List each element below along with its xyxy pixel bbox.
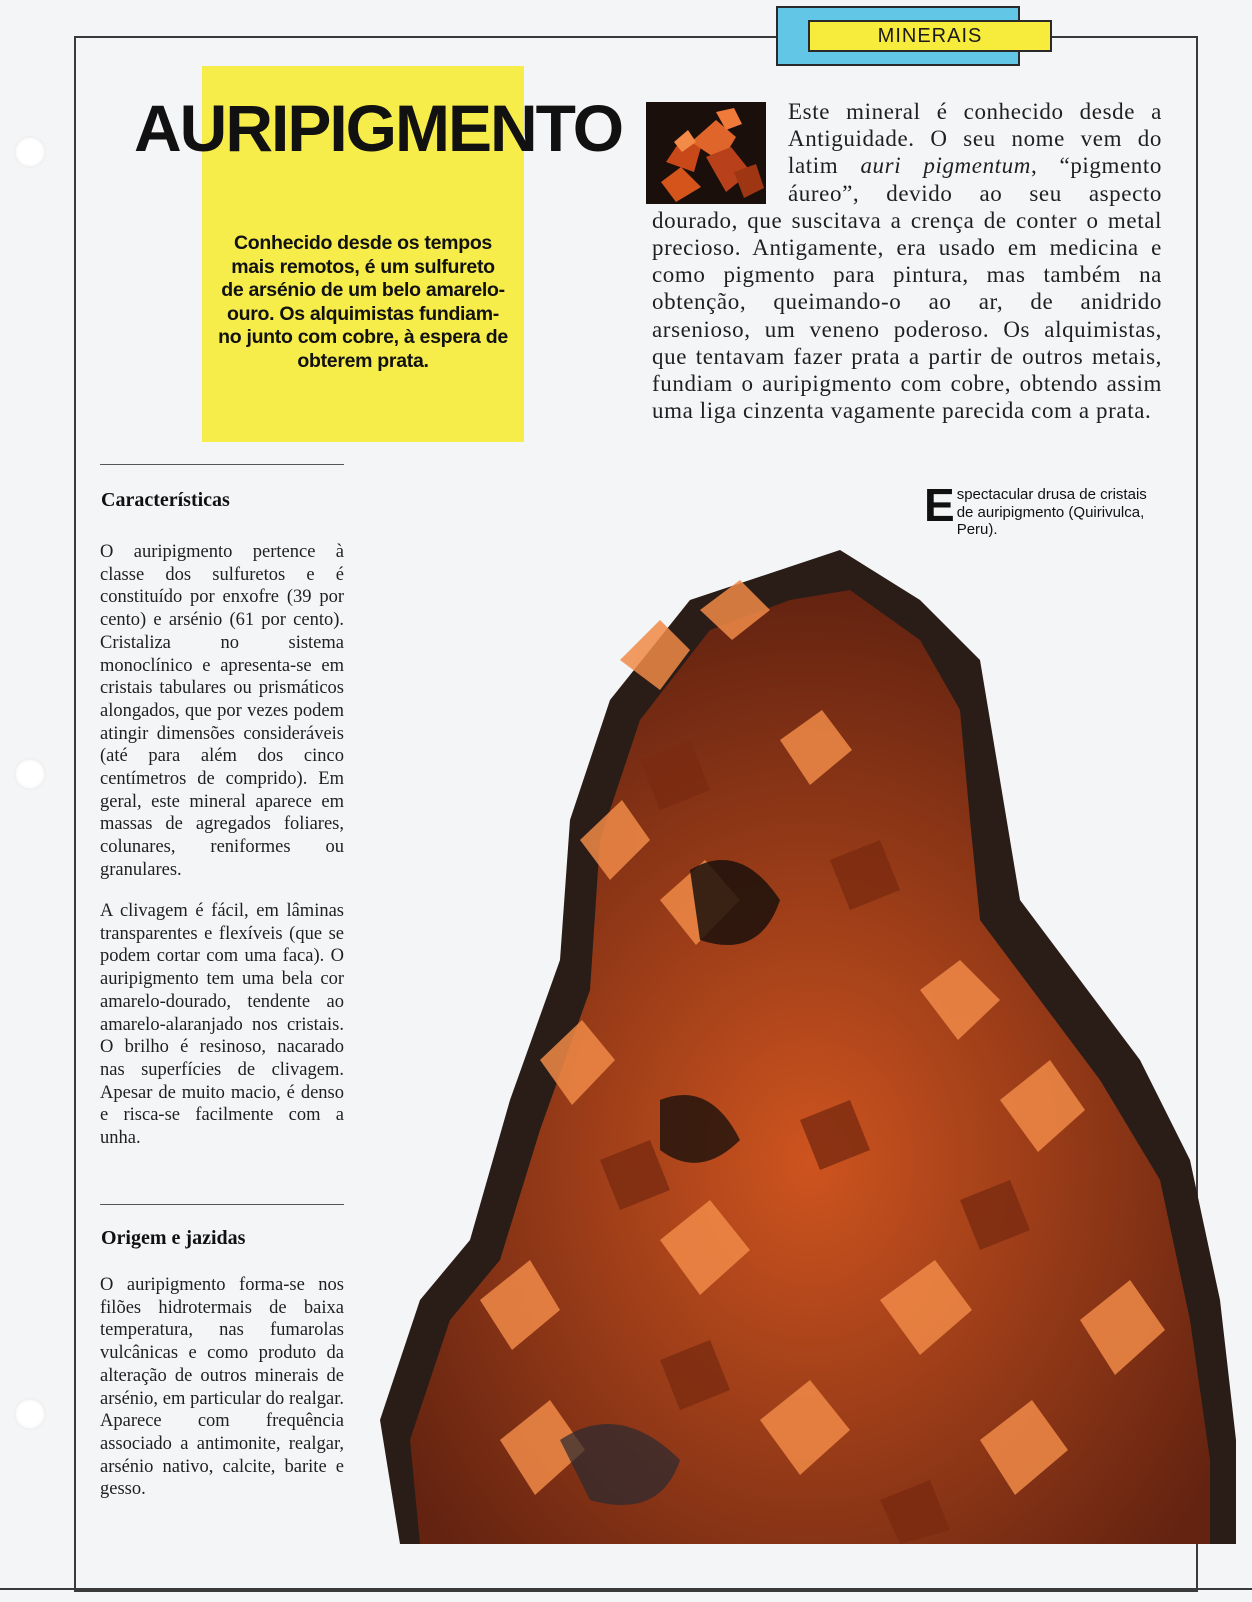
- auripigment-crystal-image: [360, 540, 1236, 1544]
- photo-caption: Espectacular drusa de cristais de auripigmento (Quirivulca, Peru).: [924, 479, 1147, 538]
- binder-hole: [14, 136, 46, 168]
- divider: [100, 464, 344, 465]
- characteristics-body: O auripigmento pertence à classe dos sulfuretos e é constituído por enxofre (39 por cento) e arsénio (61 por cento). Cristaliza no sistema monoclínico e apresenta-se em cristais tabulares ou prismáticos alongados, que por vezes podem atingir dimensões consideráveis (até para além dos cinco centímetros de comprido). Em geral, este mineral aparece em massas de agregados foliares, colunares, reniformes ou granulares.: [100, 542, 344, 880]
- bottom-rule: [0, 1588, 1252, 1590]
- intro-paragraph: Este mineral é conhecido desde a Antiguidade. O seu nome vem do latim auri pigmentum, “pigmento áureo”, devido ao seu aspecto dourado, que suscitava a crença de conter o metal precioso. Antigamente, era usado em medicina e como pigmento para pintura, mas também na obtenção, queimando-o ao ar, de anidrido arsenioso, um veneno poderoso. Os alquimistas, que tentavam fazer prata a partir de outros metais, fundiam o auripigmento com cobre, obtendo assim uma liga cinzenta vagamente parecida com a prata.: [652, 99, 1162, 424]
- mineral-photo: [360, 540, 1236, 1544]
- divider: [100, 1204, 344, 1205]
- binder-hole: [14, 758, 46, 790]
- characteristics-heading: Características: [101, 489, 230, 511]
- origin-body: O auripigmento forma-se nos filões hidrotermais de baixa temperatura, nas fumarolas vulcânicas e como produto da alteração de outros minerais de arsénio, em particular do realgar. Aparece com frequência associado a antimonite, realgar, arsénio nativo, calcite, barite e gesso.: [100, 1275, 344, 1500]
- latin-term: auri pigmentum: [860, 153, 1031, 179]
- section-label: MINERAIS: [808, 20, 1052, 52]
- caption-initial: E: [924, 479, 955, 531]
- intro-lead: Conhecido desde os tempos mais remotos, é um sulfureto de arsénio de um belo amarelo-ouro. Os alquimistas fundiam-no junto com cobre, à espera de obterem prata.: [218, 232, 508, 372]
- page-title: AURIPIGMENTO: [134, 91, 623, 165]
- origin-heading: Origem e jazidas: [101, 1227, 246, 1249]
- characteristics-body-2: A clivagem é fácil, em lâminas transparentes e flexíveis (que se podem cortar com uma faca). O auripigmento tem uma bela cor amarelo-dourado, tendente ao amarelo-alaranjado nos cristais. O brilho é resinoso, nacarado nas superfícies de clivagem. Apesar de muito macio, é denso e risca-se facilmente com a unha.: [100, 901, 344, 1149]
- binder-hole: [14, 1398, 46, 1430]
